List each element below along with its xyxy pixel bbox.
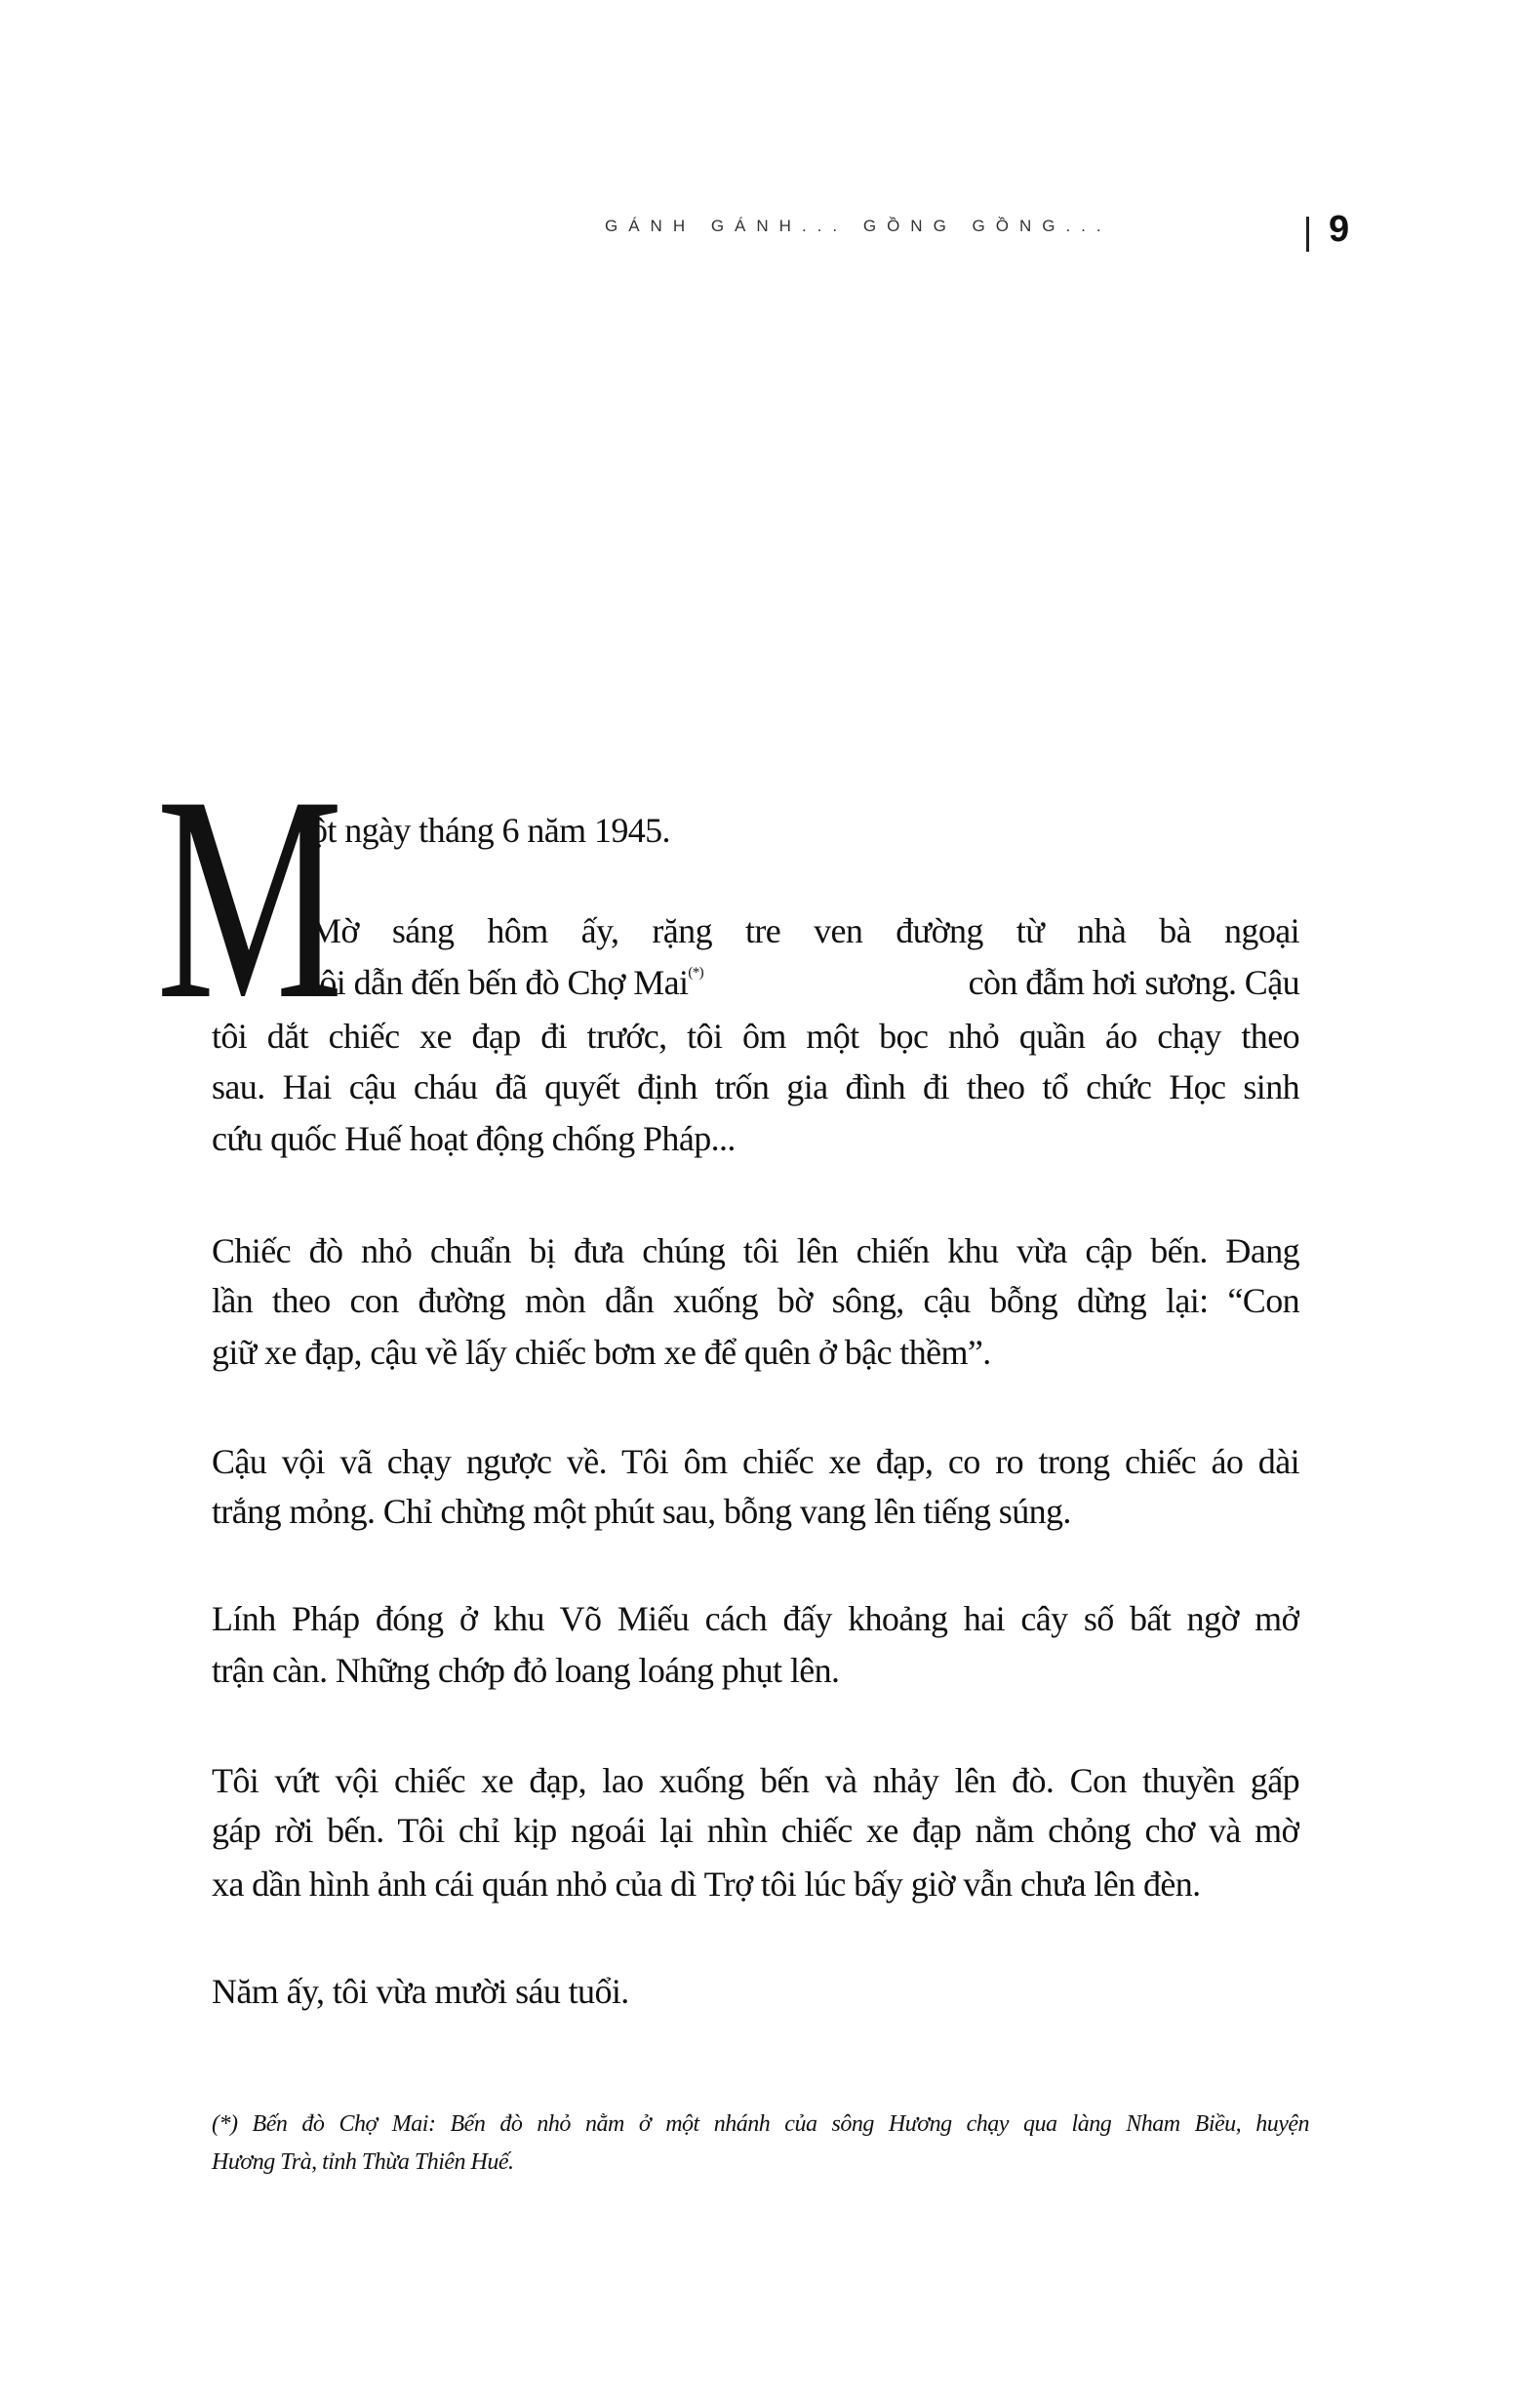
- text-line: [310, 956, 1299, 1009]
- text-line: ột ngày tháng 6 năm 1945.: [310, 811, 670, 850]
- footnote-line: Hương Trà, tỉnh Thừa Thiên Huế.: [212, 2149, 514, 2175]
- text-line: Mờ sáng hôm ấy, rặng tre ven đường từ nhà bà ngoại: [310, 911, 1299, 950]
- text-line: tôi dắt chiếc xe đạp đi trước, tôi ôm một bọc nhỏ quần áo chạy theo: [212, 1017, 1299, 1056]
- text-line: lần theo con đường mòn dẫn xuống bờ sông, cậu bỗng dừng lại: “Con: [212, 1281, 1299, 1320]
- text-line: xa dần hình ảnh cái quán nhỏ của dì Trợ tôi lúc bấy giờ vẫn chưa lên đèn.: [212, 1865, 1201, 1904]
- text-segment: tôi dẫn đến bến đò Chợ Mai: [310, 963, 689, 1002]
- text-segment: [310, 956, 703, 1009]
- text-segment: còn đẫm hơi sương. Cậu: [968, 963, 1299, 1002]
- drop-cap: M: [156, 736, 344, 1060]
- header-divider: [1306, 217, 1309, 252]
- page-number: 9: [1329, 209, 1350, 250]
- text-line: cứu quốc Huế hoạt động chống Pháp...: [212, 1119, 736, 1158]
- text-line: Chiếc đò nhỏ chuẩn bị đưa chúng tôi lên chiến khu vừa cập bến. Đang: [212, 1231, 1299, 1270]
- text-line: gáp rời bến. Tôi chỉ kịp ngoái lại nhìn chiếc xe đạp nằm chỏng chơ và mờ: [212, 1811, 1299, 1850]
- text-line: Cậu vội vã chạy ngược về. Tôi ôm chiếc xe đạp, co ro trong chiếc áo dài: [212, 1442, 1299, 1481]
- text-line: trận càn. Những chớp đỏ loang loáng phụt lên.: [212, 1651, 840, 1690]
- footnote-line: (*) Bến đò Chợ Mai: Bến đò nhỏ nằm ở một nhánh của sông Hương chạy qua làng Nham Biều, huyện: [212, 2111, 1309, 2137]
- text-line: Tôi vứt vội chiếc xe đạp, lao xuống bến và nhảy lên đò. Con thuyền gấp: [212, 1761, 1299, 1800]
- text-line: trắng mỏng. Chỉ chừng một phút sau, bỗng vang lên tiếng súng.: [212, 1492, 1071, 1531]
- text-line: Năm ấy, tôi vừa mười sáu tuổi.: [212, 1972, 629, 2011]
- footnote-mark: (*): [688, 965, 704, 981]
- text-line: Lính Pháp đóng ở khu Võ Miếu cách đấy khoảng hai cây số bất ngờ mở: [212, 1599, 1299, 1638]
- running-header: GÁNH GÁNH... GỒNG GỒNG...: [605, 217, 1112, 235]
- text-line: sau. Hai cậu cháu đã quyết định trốn gia đình đi theo tổ chức Học sinh: [212, 1067, 1299, 1106]
- text-line: giữ xe đạp, cậu về lấy chiếc bơm xe để quên ở bậc thềm”.: [212, 1333, 991, 1372]
